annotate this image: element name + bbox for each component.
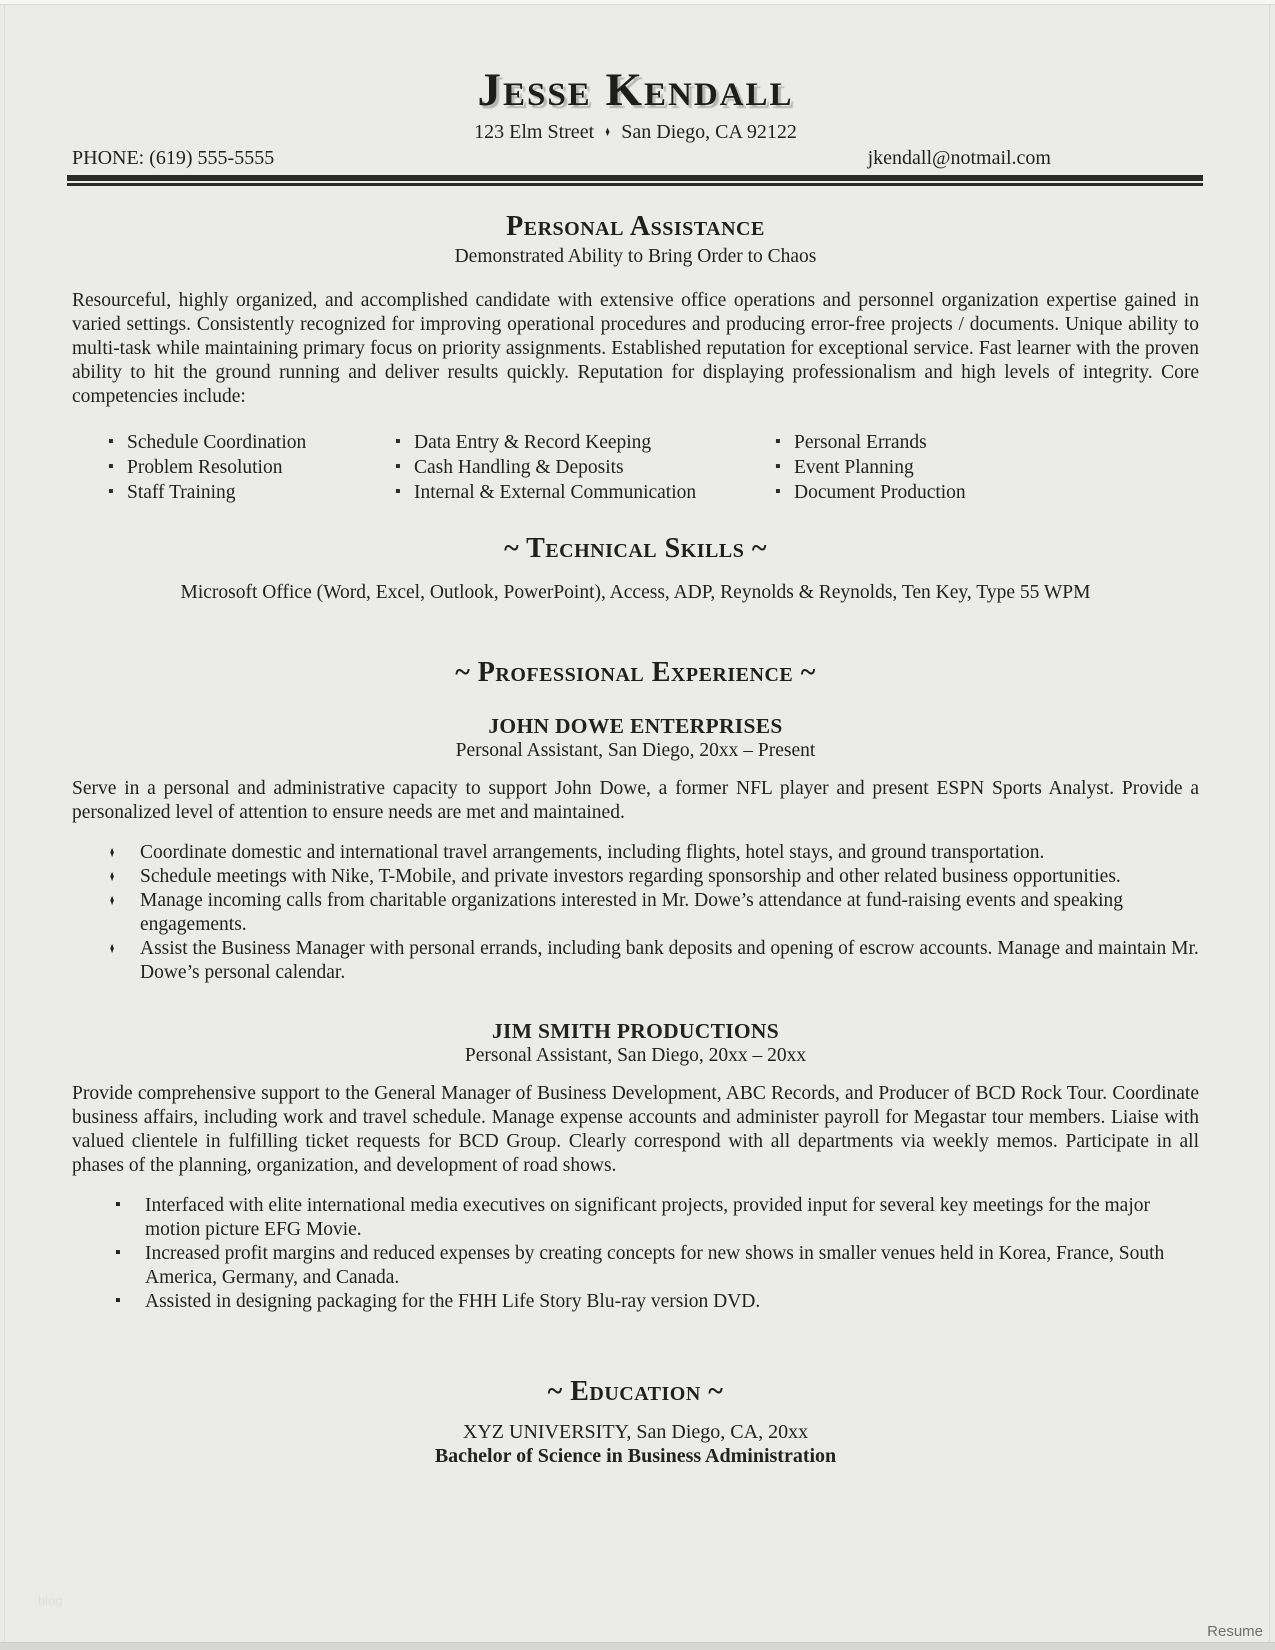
competency-item	[775, 481, 1199, 506]
square-bullet-icon: ▪	[395, 458, 401, 476]
job-bullet-text: Assisted in designing packaging for the FHH Life Story Blu-ray version DVD.	[145, 1291, 761, 1313]
experience-section	[72, 657, 1199, 1314]
competency-label: Personal Errands	[794, 432, 927, 454]
diamond-bullet-icon: ♦	[110, 892, 115, 910]
technical-skills-section	[72, 533, 1199, 604]
email-address: jkendall@notmail.com	[867, 147, 1051, 170]
square-bullet-icon: ▪	[395, 433, 401, 451]
profile-subtitle: Demonstrated Ability to Bring Order to Chaos	[454, 246, 817, 268]
competency-label: Schedule Coordination	[127, 432, 307, 454]
competency-label: Problem Resolution	[127, 457, 283, 479]
diamond-bullet-icon: ♦	[110, 844, 115, 862]
core-competencies	[72, 431, 1199, 506]
competency-label: Staff Training	[127, 482, 236, 504]
resume-footer-label: Resume	[1207, 1623, 1263, 1640]
square-bullet-icon: ▪	[115, 1196, 121, 1214]
contact-row	[72, 147, 1199, 170]
job-bullet	[72, 1242, 1199, 1290]
technical-skills-list: Microsoft Office (Word, Excel, Outlook, PowerPoint), Access, ADP, Reynolds & Reynolds, Ten Key, Type 55 WPM	[180, 582, 1091, 604]
square-bullet-icon: ▪	[775, 458, 781, 476]
competency-label: Document Production	[794, 482, 966, 504]
job-summary: Provide comprehensive support to the General Manager of Business Development, ABC Records, and Producer of BCD Rock Tour. Coordinate business affairs, including work and travel schedule. Manage expense accounts and administer payroll for Megastar tour members. Liaise with valued clientele in fulfilling ticket requests for BCD Group. Clearly correspond with all departments via weekly memos. Participate in all phases of the planning, organization, and development of road shows.	[72, 1083, 1199, 1177]
profile-title: Personal Assistance	[506, 211, 765, 243]
job-entry	[72, 714, 1199, 985]
diamond-bullet-icon: ♦	[110, 940, 115, 958]
job-bullet-text: Coordinate domestic and international travel arrangements, including flights, hotel stays, and ground transportation.	[140, 842, 1045, 864]
diamond-bullet-icon: ♦	[110, 868, 115, 886]
competency-label: Data Entry & Record Keeping	[414, 432, 652, 454]
job-bullet	[72, 841, 1199, 865]
competency-item	[108, 456, 395, 481]
education-heading: ~ Education ~	[547, 1376, 724, 1408]
candidate-name: Jesse Kendall	[477, 64, 794, 116]
address-line	[72, 121, 1199, 144]
school-line: XYZ UNIVERSITY, San Diego, CA, 20xx	[462, 1421, 809, 1444]
square-bullet-icon: ▪	[108, 458, 114, 476]
job-bullet-text: Manage incoming calls from charitable organizations interested in Mr. Dowe’s attendance at fund-raising events and speaking engagements.	[140, 890, 1123, 936]
competency-label: Internal & External Communication	[414, 482, 697, 504]
job-title-line: Personal Assistant, San Diego, 20xx – Present	[455, 740, 816, 762]
job-bullet	[72, 1194, 1199, 1242]
degree-line: Bachelor of Science in Business Administration	[434, 1445, 837, 1468]
job-bullet	[72, 889, 1199, 937]
competency-item	[108, 481, 395, 506]
profile-section	[72, 211, 1199, 506]
competency-item	[108, 431, 395, 456]
company-name: JIM SMITH PRODUCTIONS	[491, 1019, 780, 1044]
job-bullet-text: Assist the Business Manager with personal errands, including bank deposits and opening of escrow accounts. Manage and maintain Mr. Dowe’s personal calendar.	[140, 938, 1199, 984]
square-bullet-icon: ▪	[775, 433, 781, 451]
competency-item	[395, 431, 775, 456]
blog-watermark: blog	[38, 1593, 63, 1608]
job-bullet-list	[72, 841, 1199, 985]
header-divider	[67, 175, 1203, 186]
competency-item	[395, 481, 775, 506]
competency-item	[395, 456, 775, 481]
city-state-zip: San Diego, CA 92122	[621, 121, 797, 144]
street-address: 123 Elm Street	[474, 121, 595, 144]
job-bullet-text: Schedule meetings with Nike, T-Mobile, and private investors regarding sponsorship and other related business opportunities.	[140, 866, 1121, 888]
job-bullet-text: Interfaced with elite international media executives on significant projects, provided input for several key meetings for the major motion picture EFG Movie.	[145, 1195, 1150, 1241]
square-bullet-icon: ▪	[775, 483, 781, 501]
competency-column-2	[395, 431, 775, 506]
company-name: JOHN DOWE ENTERPRISES	[488, 714, 783, 739]
square-bullet-icon: ▪	[115, 1292, 121, 1310]
technical-skills-heading: ~ Technical Skills ~	[504, 533, 767, 565]
experience-heading: ~ Professional Experience ~	[455, 657, 816, 689]
phone-number: PHONE: (619) 555-5555	[72, 147, 275, 170]
job-bullet-text: Increased profit margins and reduced expenses by creating concepts for new shows in smaller venues held in Korea, France, South America, Germany, and Canada.	[145, 1243, 1165, 1289]
job-bullet	[72, 865, 1199, 889]
job-summary: Serve in a personal and administrative capacity to support John Dowe, a former NFL player and present ESPN Sports Analyst. Provide a personalized level of attention to ensure needs are met and maintained.	[72, 778, 1199, 824]
job-bullet	[72, 1290, 1199, 1314]
square-bullet-icon: ▪	[115, 1244, 121, 1262]
competency-column-3	[775, 431, 1199, 506]
competency-column-1	[108, 431, 395, 506]
job-bullet-list	[72, 1194, 1199, 1314]
job-bullet	[72, 937, 1199, 985]
profile-summary: Resourceful, highly organized, and accomplished candidate with extensive office operations and personnel organization expertise gained in varied settings. Consistently recognized for improving operational procedures and producing error-free projects / documents. Unique ability to multi-task while maintaining primary focus on priority assignments. Established reputation for exceptional service. Fast learner with the proven ability to hit the ground running and deliver results quickly. Reputation for displaying professionalism and high levels of integrity. Core competencies include:	[72, 290, 1199, 408]
competency-label: Event Planning	[794, 457, 914, 479]
competency-label: Cash Handling & Deposits	[414, 457, 624, 479]
square-bullet-icon: ▪	[108, 483, 114, 501]
competency-item	[775, 456, 1199, 481]
competency-item	[775, 431, 1199, 456]
square-bullet-icon: ▪	[108, 433, 114, 451]
square-bullet-icon: ▪	[395, 483, 401, 501]
job-title-line: Personal Assistant, San Diego, 20xx – 20xx	[464, 1045, 807, 1067]
education-section	[72, 1376, 1199, 1468]
job-entry	[72, 1019, 1199, 1314]
resume-header	[72, 66, 1199, 186]
diamond-separator-icon: ♦	[605, 125, 610, 141]
